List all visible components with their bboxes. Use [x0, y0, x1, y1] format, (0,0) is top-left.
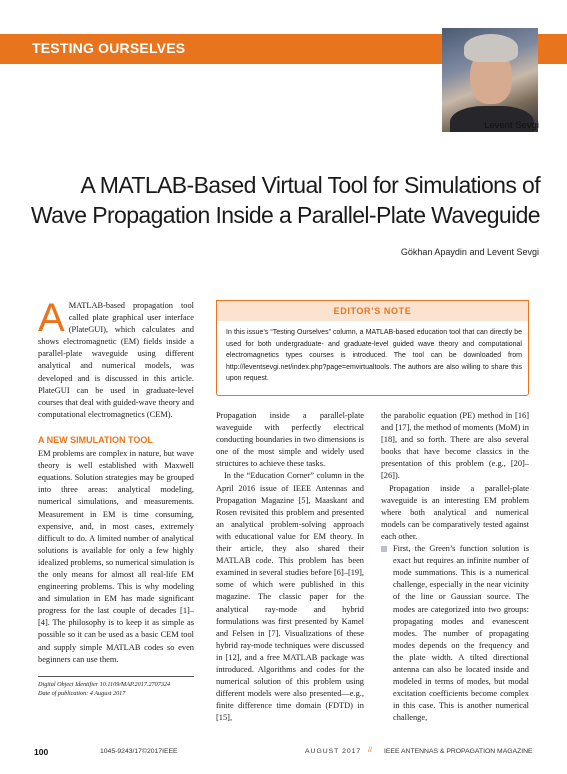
footer-magazine: IEEE ANTENNAS & PROPAGATION MAGAZINE [384, 748, 533, 755]
author-photo [442, 28, 538, 132]
footer-issn: 1045-9243/17©2017IEEE [100, 748, 178, 755]
bullet-text: First, the Green’s function solution is exact but requires an infinite number of mode summations. This is a numerical challenge, especially in the near vicinity of the line or Gaussian source. The modes are categorized into two groups: propagating modes and evanescent modes. The number of propagating modes depends on the frequency and the plate width. A tilted directional antenna can also be located inside and modeled in terms of modes, but modal excitation coefficients become complex in this case. This is another numerical challenge, [393, 544, 529, 723]
page-number: 100 [34, 747, 49, 757]
body-paragraph: the parabolic equation (PE) method in [16] and [17], the method of moments (MoM) in [18], and so forth. There are also several books that have become classics in the presentation of this problem (e.g., [20]–[26]). [381, 411, 529, 481]
body-paragraph: Propagation inside a parallel-plate waveguide with perfectly electrical conducting boundaries in two dimensions is one of the most simple and widely used structures to achieve these tasks. [216, 411, 364, 469]
section-label: TESTING OURSELVES [32, 40, 186, 56]
bullet-square-icon [381, 546, 387, 552]
footnote [38, 680, 194, 698]
column-3 [381, 410, 529, 724]
footnote-divider [38, 676, 194, 677]
column-2 [216, 410, 364, 724]
footnote-doi: Digital Object Identifier 10.1109/MAP.2017.2707324 [38, 681, 171, 688]
editors-note-body: In this issue’s “Testing Ourselves” column, a MATLAB-based education tool that can directly be used for both undergraduate- and graduate-level guided wave theory and computational electromagnetics types courses is introduced. The tool can be downloaded from http://leventsevgi.net/index.php?page=emvirtualtools. The authors are also willing to share this upon request. [226, 329, 522, 382]
photo-caption: Levent Sevgi [484, 120, 539, 131]
footnote-date: Date of publication: 4 August 2017 [38, 690, 126, 697]
drop-cap: A [38, 296, 65, 340]
body-paragraph: Propagation inside a parallel-plate waveguide is an interesting EM problem where both analytical and numerical models can be comparatively tested against each other. [381, 483, 529, 541]
footer-date: AUGUST 2017 [305, 748, 362, 755]
body-paragraph: EM problems are complex in nature, but wave theory is well established with Maxwell equations. Solution strategies may be grouped into three areas: analytical modeling, numerical simulations, and measurements. Measurement in EM is time consuming, expensive, and, in most cases, extremely difficult to do. A limited number of analytical solutions is available for only a few highly idealized problems, so numerical simulation is the only means for almost all real-life EM engineering problems. This is why modeling and simulation in EM has made significant progress for the last couple of decades [1]–[4]. The philosophy is to keep it as simple as possible so it can be used as a basic CEM tool and supply simple MATLAB codes so even beginners can use them. [38, 449, 194, 664]
article-title [20, 170, 540, 230]
intro-paragraph: MATLAB-based propagation tool called plate graphical user interface (PlateGUI), which calculates and shows electromagnetic (EM) fields inside a parallel-plate waveguide using different analytical and numerical models, was developed and is discussed in this article. PlateGUI can be used in graduate-level courses that deal with guided-wave theory and computational electromagnetics (CEM). [38, 301, 194, 419]
article-title-line-2: Wave Propagation Inside a Parallel-Plate Waveguide [30, 202, 540, 228]
editors-note-box [216, 300, 529, 396]
page-footer [0, 747, 567, 763]
editors-note-heading: EDITOR’S NOTE [217, 301, 528, 321]
body-paragraph: In the “Education Corner” column in the April 2016 issue of IEEE Antennas and Propagation Magazine [5], Maaskant and Rosen revisited this problem and presented an analytical problem-solving approach with educational value for EM theory. In their article, they also shared their MATLAB code. This problem has been examined in several studies before [6]–[19], some of which were published in this magazine. The classic paper for the analytical ray-mode and hybrid formulations was first presented by Kamel and Felsen in [7]. Visualizations of these hybrid ray-mode techniques were discussed in [12], and a free MATLAB package was introduced. Algorithms and codes for the numerical solution of this problem using different models were also presented—e.g., finite difference time domain (FDTD) in [15], [216, 471, 364, 723]
column-1 [38, 296, 194, 666]
author-photo-hair [464, 34, 518, 62]
footer-separator: // [368, 747, 372, 754]
article-title-line-1: A MATLAB-Based Virtual Tool for Simulations of [80, 172, 540, 198]
article-authors: Gökhan Apaydin and Levent Sevgi [400, 247, 539, 257]
bullet-item [381, 543, 529, 724]
section-heading: A NEW SIMULATION TOOL [38, 434, 153, 445]
